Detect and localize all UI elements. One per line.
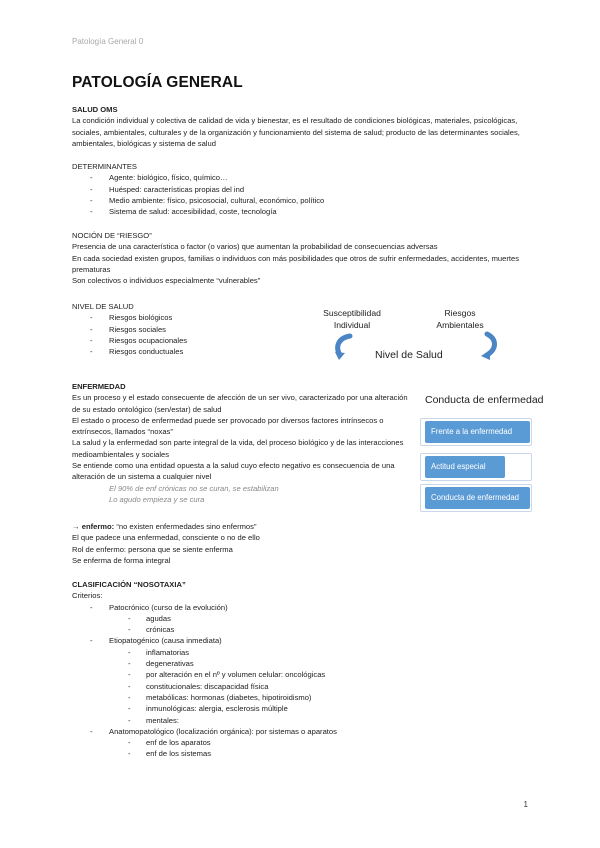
list-item: - Riesgos sociales xyxy=(72,324,272,335)
conducta-box: Actitud especial xyxy=(425,456,505,478)
enfermedad-line: El estado o proceso de enfermedad puede ser provocado por diversos factores intrínsecos o extrínsecos, llamados “noxas” xyxy=(72,415,384,437)
enfermo-term: enfermo: xyxy=(81,522,115,531)
salud-oms-text: La condición individual y colectiva de calidad de vida y bienestar, es el resultado de condiciones biológicas, materiales, psicológicas, sociales, ambientales, culturales y de la organización y funcionamiento del sistema de salud; producto de las determinantes sociales, ambientales, biológicas y sistema de salud xyxy=(72,116,520,148)
sub-list-item: - agudas xyxy=(72,613,532,624)
enfermedad-line: Se entiende como una entidad opuesta a la salud cuyo efecto negativo es consecuencia de una alteración de un sistema a cualquier nivel xyxy=(72,461,395,482)
list-item: - Riesgos biológicos xyxy=(72,312,272,323)
diagram-center-label: Nivel de Salud xyxy=(375,349,443,361)
left-cycle-arrow-icon xyxy=(332,333,358,361)
clasificacion-section xyxy=(72,579,532,760)
salud-oms-section xyxy=(72,104,532,149)
sub-list-item: - mentales: xyxy=(72,715,532,726)
determinantes-section xyxy=(72,161,532,217)
sub-list-item: - crónicas xyxy=(72,624,532,635)
list-item: - Anatomopatológico (localización orgánica): por sistemas o aparatos xyxy=(72,726,532,737)
conducta-box: Conducta de enfermedad xyxy=(425,487,530,509)
enfermo-line: Rol de enfermo: persona que se siente enferma xyxy=(72,544,233,554)
riesgo-line: Presencia de una característica o factor (o varios) que aumentan la probabilidad de consecuencias adversas xyxy=(72,242,438,252)
list-item: - Riesgos ocupacionales xyxy=(72,335,272,346)
nivel-salud-section xyxy=(72,301,272,357)
list-item: - Agente: biológico, físico, químico… xyxy=(72,172,532,183)
sub-list-item: - por alteración en el nº y volumen celular: oncológicas xyxy=(72,669,532,680)
list-item: - Patocrónico (curso de la evolución) xyxy=(72,602,532,613)
riesgo-section xyxy=(72,230,532,286)
enfermedad-line: La salud y la enfermedad son parte integral de la vida, del proceso biológico y de las interacciones medioambientales y sociales xyxy=(72,438,404,459)
list-item: - Riesgos conductuales xyxy=(72,346,272,357)
determinantes-heading: DETERMINANTES xyxy=(72,162,137,171)
enfermo-definition xyxy=(72,521,532,532)
list-item: - Etiopatogénico (causa inmediata) xyxy=(72,635,532,646)
salud-oms-heading: SALUD OMS xyxy=(72,105,118,114)
page-title: PATOLOGÍA GENERAL xyxy=(72,74,243,91)
enfermedad-line: Es un proceso y el estado consecuente de afección de un ser vivo, caracterizado por una alteración de su estado ontológico (sen/estar) de salud xyxy=(72,393,408,414)
list-item: - Medio ambiente: físico, psicosocial, cultural, económico, político xyxy=(72,195,532,206)
sub-list-item: - metabólicas: hormonas (diabetes, hipotiroidismo) xyxy=(72,692,532,703)
criterios-label: Criterios: xyxy=(72,591,103,601)
clasificacion-heading: CLASIFICACIÓN “NOSOTAXIA” xyxy=(72,580,186,589)
right-cycle-arrow-icon xyxy=(475,331,501,361)
page-header: Patología General 0 xyxy=(72,37,144,46)
riesgo-line: En cada sociedad existen grupos, familias o individuos con más posibilidades que otros de sufrir enfermedades, accidentes, muertes prematuras xyxy=(72,253,520,274)
enfermedad-section xyxy=(72,381,412,505)
arrow-icon: → xyxy=(72,522,80,531)
sub-list-item: - inflamatorias xyxy=(72,647,532,658)
sub-list-item: - constitucionales: discapacidad física xyxy=(72,681,532,692)
enfermo-line: El que padece una enfermedad, consciente o no de ello xyxy=(72,533,260,543)
page-number: 1 xyxy=(523,800,528,809)
conducta-box: Frente a la enfermedad xyxy=(425,421,530,443)
riesgo-line: Son colectivos o individuos especialmente “vulnerables” xyxy=(72,276,261,286)
sub-list-item: - inmunológicas: alergia, esclerosis múltiple xyxy=(72,703,532,714)
enfermedad-note: Lo agudo empieza y se cura xyxy=(109,494,205,504)
sub-list-item: - enf de los sistemas xyxy=(72,748,532,759)
conducta-title: Conducta de enfermedad xyxy=(425,394,544,406)
list-item: - Huésped: características propias del ind xyxy=(72,184,532,195)
sub-list-item: - degenerativas xyxy=(72,658,532,669)
diagram-right-label: Riesgos Ambientales xyxy=(436,308,484,330)
enfermo-line: Se enferma de forma integral xyxy=(72,555,171,565)
enfermedad-note: El 90% de enf crónicas no se curan, se estabilizan xyxy=(109,483,279,493)
enfermo-section xyxy=(72,521,532,566)
enfermedad-heading: ENFERMEDAD xyxy=(72,382,126,391)
nivel-salud-heading: NIVEL DE SALUD xyxy=(72,302,134,311)
diagram-left-label: Susceptibilidad Individual xyxy=(323,308,381,330)
sub-list-item: - enf de los aparatos xyxy=(72,737,532,748)
riesgo-heading: NOCIÓN DE “RIESGO” xyxy=(72,231,152,240)
enfermo-quote: “no existen enfermedades sino enfermos” xyxy=(116,522,257,531)
list-item: - Sistema de salud: accesibilidad, coste, tecnología xyxy=(72,206,532,217)
